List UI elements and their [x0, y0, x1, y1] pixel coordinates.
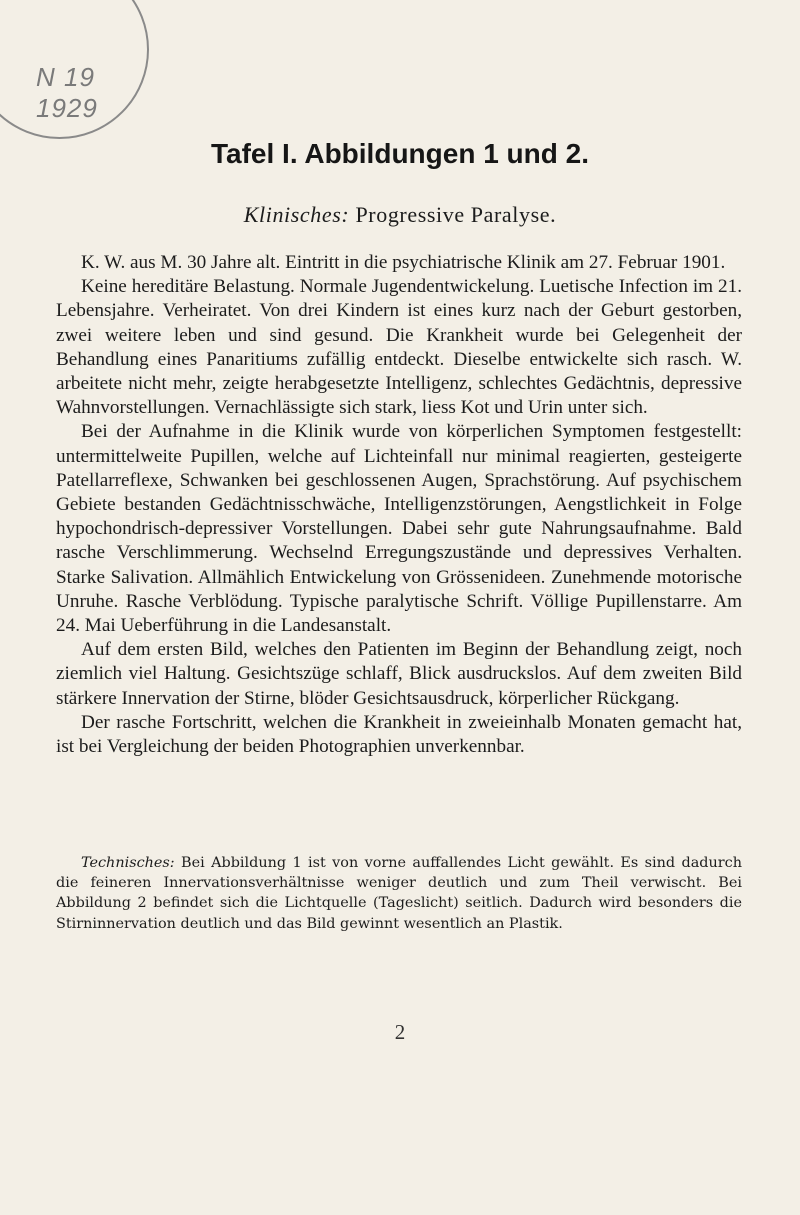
- paragraph-history: Keine hereditäre Belastung. Normale Jugendentwickelung. Luetische Infection im 21. Lebensjahre. Verheiratet. Von drei Kindern ist eines kurz nach der Geburt gestorben, zwei weitere leben und sind gesund. Die Krankheit wurde bei Gelegenheit der Behandlung eines Panaritiums zufällig entdeckt. Dieselbe entwickelte sich rasch. W. arbeitete nicht mehr, zeigte herabgesetzte Intelligenz, schlechtes Gedächtnis, depressive Wahnvorstellungen. Vernachlässigte sich stark, liess Kot und Urin unter sich.: [56, 276, 742, 419]
- paragraph-patient-intro: K. W. aus M. 30 Jahre alt. Eintritt in die psychiatrische Klinik am 27. Februar 1901.: [81, 252, 726, 273]
- body-text: [56, 251, 742, 759]
- subheading-label: Klinisches:: [243, 202, 350, 227]
- paragraph-photo-description: Auf dem ersten Bild, welches den Patienten im Beginn der Behandlung zeigt, noch ziemlich viel Haltung. Gesichtszüge schlaff, Blick ausdruckslos. Auf dem zweiten Bild stärkere Innervation der Stirne, blöder Gesichtsausdruck, körperlicher Rückgang.: [56, 639, 742, 709]
- technical-label: Technisches:: [81, 855, 175, 871]
- paragraph-admission-findings: Bei der Aufnahme in die Klinik wurde von körperlichen Symptomen festgestellt: untermittelweite Pupillen, welche auf Lichteinfall nur minimal reagierten, gesteigerte Patellarreflexe, Schwanken bei geschlossenen Augen, Sprachstörung. Auf psychischem Gebiete bestanden Gedächtnisschwäche, Intelligenzstörungen, Aengstlichkeit in Folge hypochondrisch-depressiver Vorstellungen. Dabei sehr gute Nahrungsaufnahme. Bald rasche Verschlimmerung. Wechselnd Erregungszustände und depressives Verhalten. Starke Salivation. Allmählich Entwickelung von Grössenideen. Zunehmende motorische Unruhe. Rasche Verblödung. Typische paralytische Schrift. Völlige Pupillenstarre. Am 24. Mai Ueberführung in die Landesanstalt.: [56, 421, 742, 637]
- page-number: 2: [394, 1020, 406, 1044]
- paragraph-progression: Der rasche Fortschritt, welchen die Krankheit in zweieinhalb Monaten gemacht hat, ist bei Vergleichung der beiden Photographien unverkennbar.: [56, 711, 742, 758]
- technical-note: [56, 853, 742, 934]
- plate-heading: Tafel I. Abbildungen 1 und 2.: [211, 138, 589, 169]
- subheading: [0, 202, 800, 228]
- library-stamp: [0, 0, 149, 139]
- technical-text: Bei Abbildung 1 ist von vorne auffallendes Licht gewählt. Es sind dadurch die feineren Innervationsverhältnisse weniger deutlich und zum Theil verwischt. Bei Abbildung 2 befindet sich die Lichtquelle (Tageslicht) seitlich. Dadurch wird besonders die Stirninnervation deutlich und das Bild gewinnt wesentlich an Plastik.: [56, 855, 742, 932]
- subheading-text: Progressive Paralyse.: [355, 202, 557, 227]
- stamp-date: N 19 1929: [36, 62, 98, 123]
